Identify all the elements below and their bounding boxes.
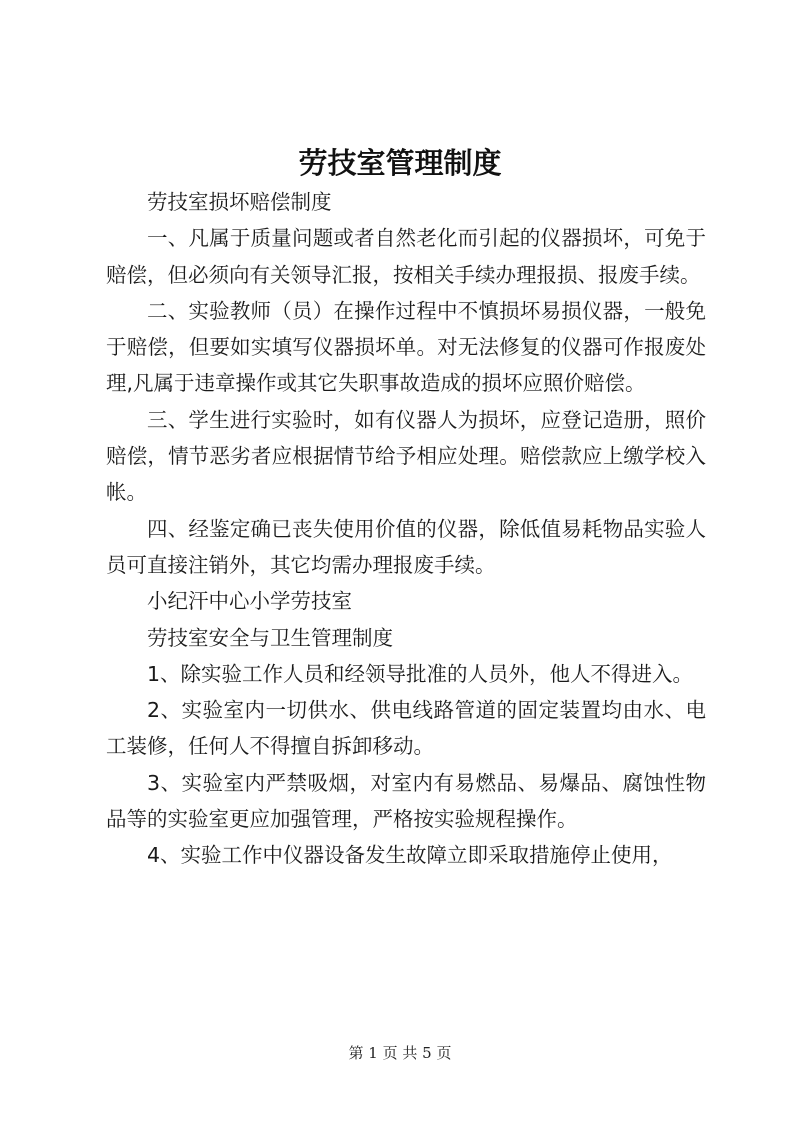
paragraph-safety-3: 3、实验室内严禁吸烟，对室内有易燃品、易爆品、腐蚀性物品等的实验室更应加强管理，严格按实验规程操作。 bbox=[106, 770, 706, 832]
paragraph-rule-2: 二、实验教师（员）在操作过程中不慎损坏易损仪器，一般免于赔偿，但要如实填写仪器损坏单。对无法修复的仪器可作报废处理,凡属于违章操作或其它失职事故造成的损坏应照价赔偿。 bbox=[106, 298, 706, 396]
section-heading-safety-hygiene: 劳技室安全与卫生管理制度 bbox=[147, 625, 393, 650]
document-body bbox=[106, 184, 706, 874]
document-title: 劳技室管理制度 bbox=[298, 146, 502, 180]
paragraph-rule-1: 一、凡属于质量问题或者自然老化而引起的仪器损坏，可免于赔偿，但必须向有关领导汇报，按相关手续办理报损、报废手续。 bbox=[106, 226, 706, 287]
paragraph-rule-3: 三、学生进行实验时，如有仪器人为损坏，应登记造册，照价赔偿，情节恶劣者应根据情节给予相应处理。赔偿款应上缴学校入帐。 bbox=[106, 407, 706, 505]
paragraph-safety-1: 1、除实验工作人员和经领导批准的人员外，他人不得进入。 bbox=[147, 661, 694, 686]
page-number-footer: 第 1 页 共 5 页 bbox=[348, 1044, 452, 1062]
section-heading-damage-compensation: 劳技室损坏赔偿制度 bbox=[147, 190, 332, 214]
paragraph-safety-2: 2、实验室内一切供水、供电线路管道的固定装置均由水、电工装修，任何人不得擅自拆卸移动。 bbox=[106, 698, 706, 759]
issuer-line: 小纪汗中心小学劳技室 bbox=[147, 589, 352, 614]
paragraph-safety-4: 4、实验工作中仪器设备发生故障立即采取措施停止使用， bbox=[147, 843, 673, 868]
paragraph-rule-4: 四、经鉴定确已丧失使用价值的仪器，除低值易耗物品实验人员可直接注销外，其它均需办理报废手续。 bbox=[106, 516, 706, 577]
